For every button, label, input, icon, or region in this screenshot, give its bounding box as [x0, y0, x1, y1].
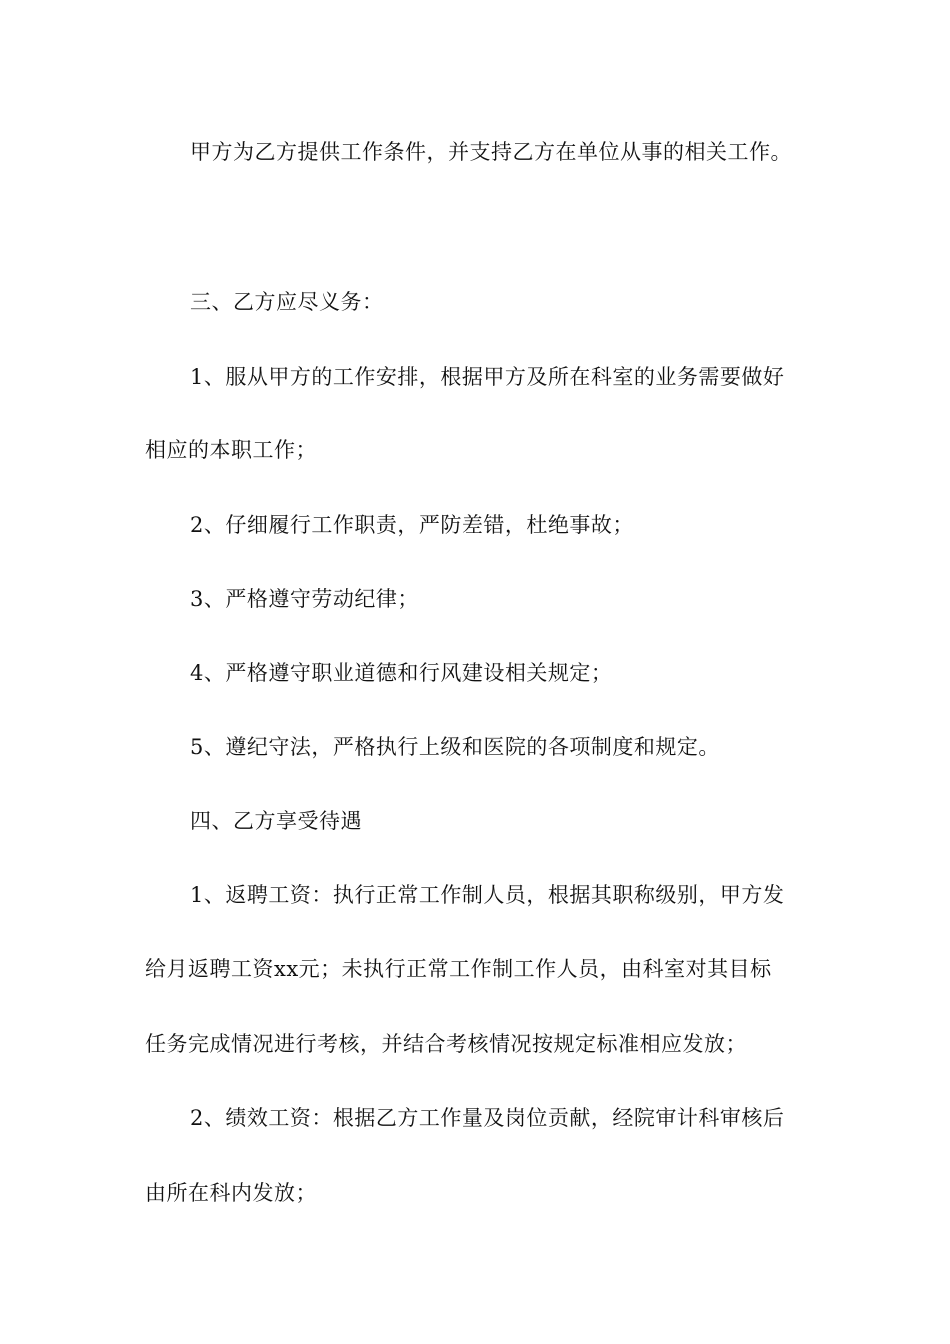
- benefit-item-2-line-1: 2、绩效工资：根据乙方工作量及岗位贡献，经院审计科审核后: [190, 1106, 785, 1130]
- benefit-item-1-line-3: 任务完成情况进行考核，并结合考核情况按规定标准相应发放；: [145, 1032, 747, 1056]
- obligation-item-5: 5、遵纪守法，严格执行上级和医院的各项制度和规定。: [190, 735, 720, 759]
- benefit-item-2-line-2: 由所在科内发放；: [145, 1181, 317, 1205]
- obligation-item-4: 4、严格遵守职业道德和行风建设相关规定；: [190, 661, 613, 685]
- paragraph-work-conditions: 甲方为乙方提供工作条件，并支持乙方在单位从事的相关工作。: [190, 140, 792, 164]
- section-heading-obligations: 三、乙方应尽义务：: [190, 290, 384, 314]
- obligation-item-3: 3、严格遵守劳动纪律；: [190, 587, 419, 611]
- section-heading-benefits: 四、乙方享受待遇: [190, 809, 362, 833]
- obligation-item-1-line-1: 1、服从甲方的工作安排，根据甲方及所在科室的业务需要做好: [190, 365, 785, 389]
- obligation-item-2: 2、仔细履行工作职责，严防差错，杜绝事故；: [190, 513, 634, 537]
- obligation-item-1-line-2: 相应的本职工作；: [145, 438, 317, 462]
- benefit-item-1-line-2: 给月返聘工资xx元；未执行正常工作制工作人员，由科室对其目标: [145, 957, 772, 981]
- benefit-item-1-line-1: 1、返聘工资：执行正常工作制人员，根据其职称级别，甲方发: [190, 883, 785, 907]
